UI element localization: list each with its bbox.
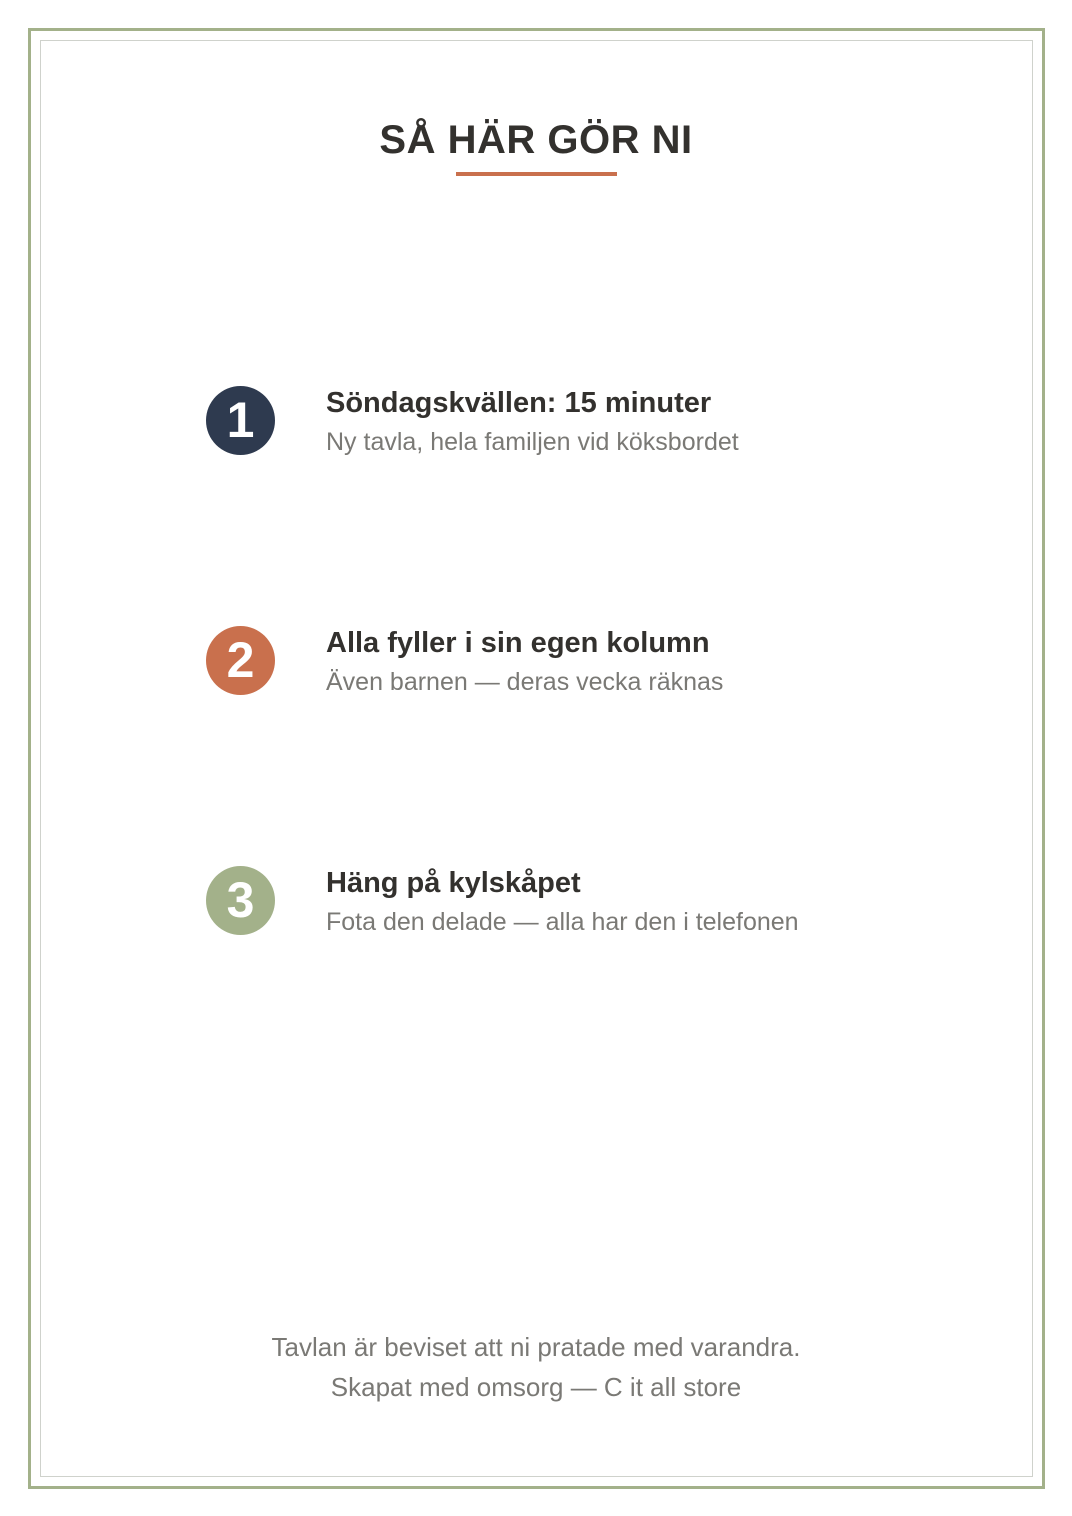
- step-1-description: Ny tavla, hela familjen vid köksbordet: [326, 428, 739, 456]
- page-title: SÅ HÄR GÖR NI: [379, 118, 693, 162]
- inner-frame: [40, 40, 1033, 1477]
- step-2: [206, 626, 906, 696]
- step-3-description: Fota den delade — alla har den i telefonen: [326, 908, 799, 936]
- step-2-title: Alla fyller i sin egen kolumn: [326, 627, 710, 659]
- footer-credit: Skapat med omsorg — C it all store: [330, 1372, 742, 1402]
- step-2-badge: 2: [206, 626, 275, 695]
- step-2-description: Även barnen — deras vecka räknas: [326, 668, 724, 696]
- step-1-badge: 1: [206, 386, 275, 455]
- step-3: [206, 866, 906, 936]
- step-3-badge: 3: [206, 866, 275, 935]
- title-underline: [456, 172, 617, 176]
- footer-tagline: Tavlan är beviset att ni pratade med varandra.: [271, 1332, 801, 1362]
- step-1-title: Söndagskvällen: 15 minuter: [326, 387, 712, 419]
- step-1: [206, 386, 906, 456]
- step-3-title: Häng på kylskåpet: [326, 867, 581, 899]
